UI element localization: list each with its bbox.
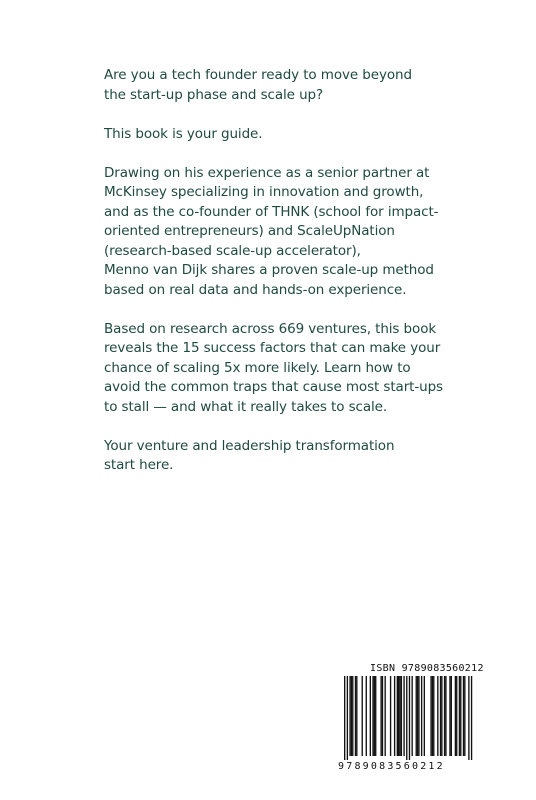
barcode-bar [463,676,464,756]
barcode-bar [362,676,363,756]
barcode-bar [456,676,457,756]
barcode-bar [449,676,450,756]
blurb-paragraph-1: Are you a tech founder ready to move beyond the start-up phase and scale up? [104,67,412,103]
barcode-digits: 9789083560212 [338,761,445,772]
barcode-bar [409,676,410,760]
barcode-bar [433,676,434,756]
barcode-bar [398,676,399,756]
barcode-bar [349,676,350,756]
barcode-bar [394,676,395,756]
barcode-bar [412,676,413,756]
barcode-bar [382,676,383,756]
barcode-bar [401,676,402,756]
back-cover-blurb [104,66,464,495]
barcode-bar [459,676,460,756]
barcode-bar [372,676,373,756]
barcode-bar [455,676,456,756]
barcode-bar [444,676,445,756]
isbn-label: ISBN 9789083560212 [370,663,484,674]
barcode-bar [416,676,417,756]
barcode-bar [375,676,376,756]
barcode-bar [374,676,375,756]
barcode-bar [430,676,431,756]
isbn-barcode [338,662,484,774]
barcode-bar [451,676,452,756]
barcode-bar [390,676,391,756]
barcode-bar [421,676,422,756]
barcode-bar [424,676,425,756]
barcode-bar [344,676,345,760]
barcode-bar [441,676,442,756]
barcode-bar [355,676,356,756]
barcode-bar [366,676,367,756]
barcode-bar [445,676,446,756]
barcode-bar [432,676,433,756]
barcode-bar [468,676,469,760]
barcode-bar [397,676,398,756]
blurb-paragraph-3: Drawing on his experience as a senior partner at McKinsey specializing in innovation and growth, and as the co-founder of THNK (school for impact- oriented entrepreneurs) and ScaleUpNation (research-based scale-up accelerator), Menno van Dijk shares a proven scale-up method based on real data and hands-on experience. [104,164,439,298]
blurb-paragraph-2: This book is your guide. [104,125,263,142]
barcode-bar [399,676,400,756]
barcode-bar [385,676,386,756]
barcode-bar [460,676,461,756]
barcode-bar [471,676,472,760]
barcode-bar [370,676,371,756]
barcode-bar [352,676,353,756]
barcode-bar [403,676,404,756]
barcode-bar [380,676,381,756]
barcode-bar [347,676,348,760]
barcode-bar [356,676,357,756]
blurb-paragraph-5: Your venture and leadership transformation start here. [104,437,395,473]
barcode-bar [417,676,418,756]
barcode-bar [440,676,441,756]
barcode-bar [464,676,465,756]
barcode-bar [406,676,407,760]
barcode-bar [418,676,419,756]
barcode-bar [351,676,352,756]
barcode-bar [437,676,438,756]
barcode-bars [338,676,476,760]
blurb-paragraph-4: Based on research across 669 ventures, this book reveals the 15 success factors that can make your chance of scaling 5x more likely. Learn how to avoid the common traps that cause most start-ups to stall — and what it really takes to scale. [104,320,443,415]
